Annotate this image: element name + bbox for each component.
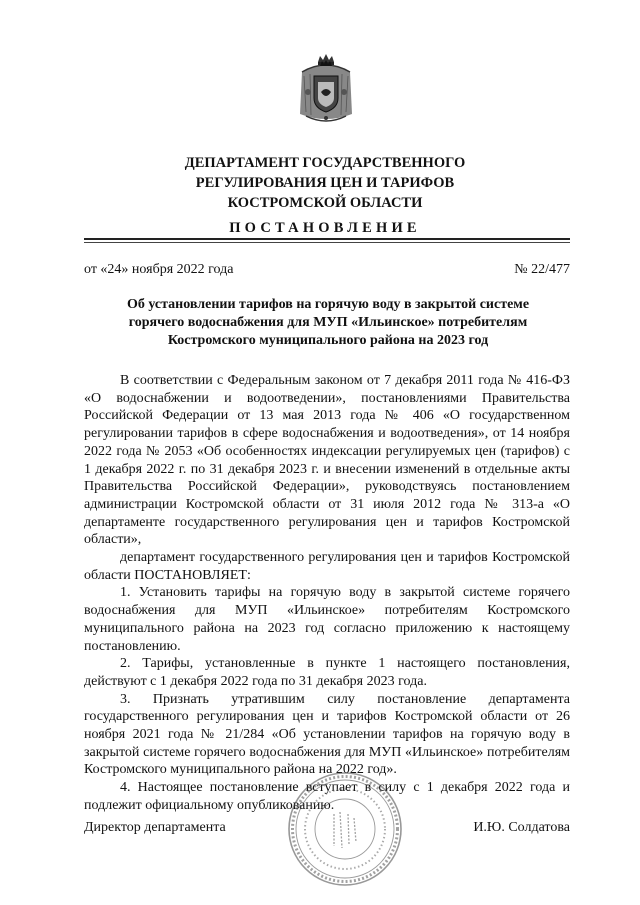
body-paragraph-item-1: 1. Установить тарифы на горячую воду в закрытой системе горячего водоснабжения для МУП «Ильинское» потребителям Костромского муниципального района на 2023 год согласно приложению к настоящему постановлению. (84, 585, 570, 654)
subject-line-2: горячего водоснабжения для МУП «Ильинское» потребителям (128, 315, 528, 330)
subject-line-1: Об установлении тарифов на горячую воду в закрытой системе (126, 297, 530, 312)
body-paragraph-item-2: 2. Тарифы, установленные в пункте 1 настоящего постановления, действуют с 1 декабря 2022 года по 31 декабря 2023 года. (84, 656, 570, 689)
document-title: ПОСТАНОВЛЕНИЕ (229, 220, 421, 236)
document-number: № 22/477 (514, 262, 570, 277)
subject-line-3: Костромского муниципального района на 2023 год (167, 333, 489, 348)
body-paragraph-preamble: В соответствии с Федеральным законом от 7 декабря 2011 года № 416-ФЗ «О водоснабжении и водоотведении», постановлениями Правительства Российской Федерации от 13 мая 2013 года № 406 «О государственном регулировании тарифов в сфере водоснабжения и водоотведения», от 14 ноября 2022 года № 2053 «Об особенностях индексации регулируемых цен (тарифов) с 1 декабря 2022 г. по 31 декабря 2023 г. и внесении изменений в отдельные акты Правительства Российской Федерации», руководствуясь постановлением администрации Костромской области от 31 июля 2012 года № 313-а «О департаменте государственного регулирования цен и тарифов Костромской области», (84, 373, 570, 548)
official-seal-stamp (286, 770, 404, 888)
document-body (84, 372, 570, 815)
body-paragraph-item-4: 4. Настоящее постановление вступает в силу с 1 декабря 2022 года и подлежит официальному опубликованию. (84, 780, 570, 813)
body-paragraph-resolves: департамент государственного регулирования цен и тарифов Костромской области ПОСТАНОВЛЯЕТ: (84, 550, 570, 583)
signatory-name: И.Ю. Солдатова (473, 820, 570, 835)
department-header (120, 153, 530, 213)
header-line-2: РЕГУЛИРОВАНИЯ ЦЕН И ТАРИФОВ (195, 175, 455, 191)
title-divider-thin (84, 242, 570, 243)
title-divider (84, 238, 570, 240)
header-line-3: КОСТРОМСКОЙ ОБЛАСТИ (227, 195, 423, 211)
signatory-position: Директор департамента (84, 820, 226, 835)
document-subject (88, 296, 568, 350)
document-date: от «24» ноября 2022 года (84, 262, 234, 277)
header-line-1: ДЕПАРТАМЕНТ ГОСУДАРСТВЕННОГО (184, 155, 466, 171)
body-paragraph-item-3: 3. Признать утратившим силу постановление департамента государственного регулирования цен и тарифов Костромской области от 26 ноября 2021 года № 21/284 «Об установлении тарифов на горячую воду в закрытой системе горячего водоснабжения для МУП «Ильинское» потребителям Костромского муниципального района на 2022 год». (84, 691, 570, 778)
coat-of-arms-icon (296, 52, 356, 128)
